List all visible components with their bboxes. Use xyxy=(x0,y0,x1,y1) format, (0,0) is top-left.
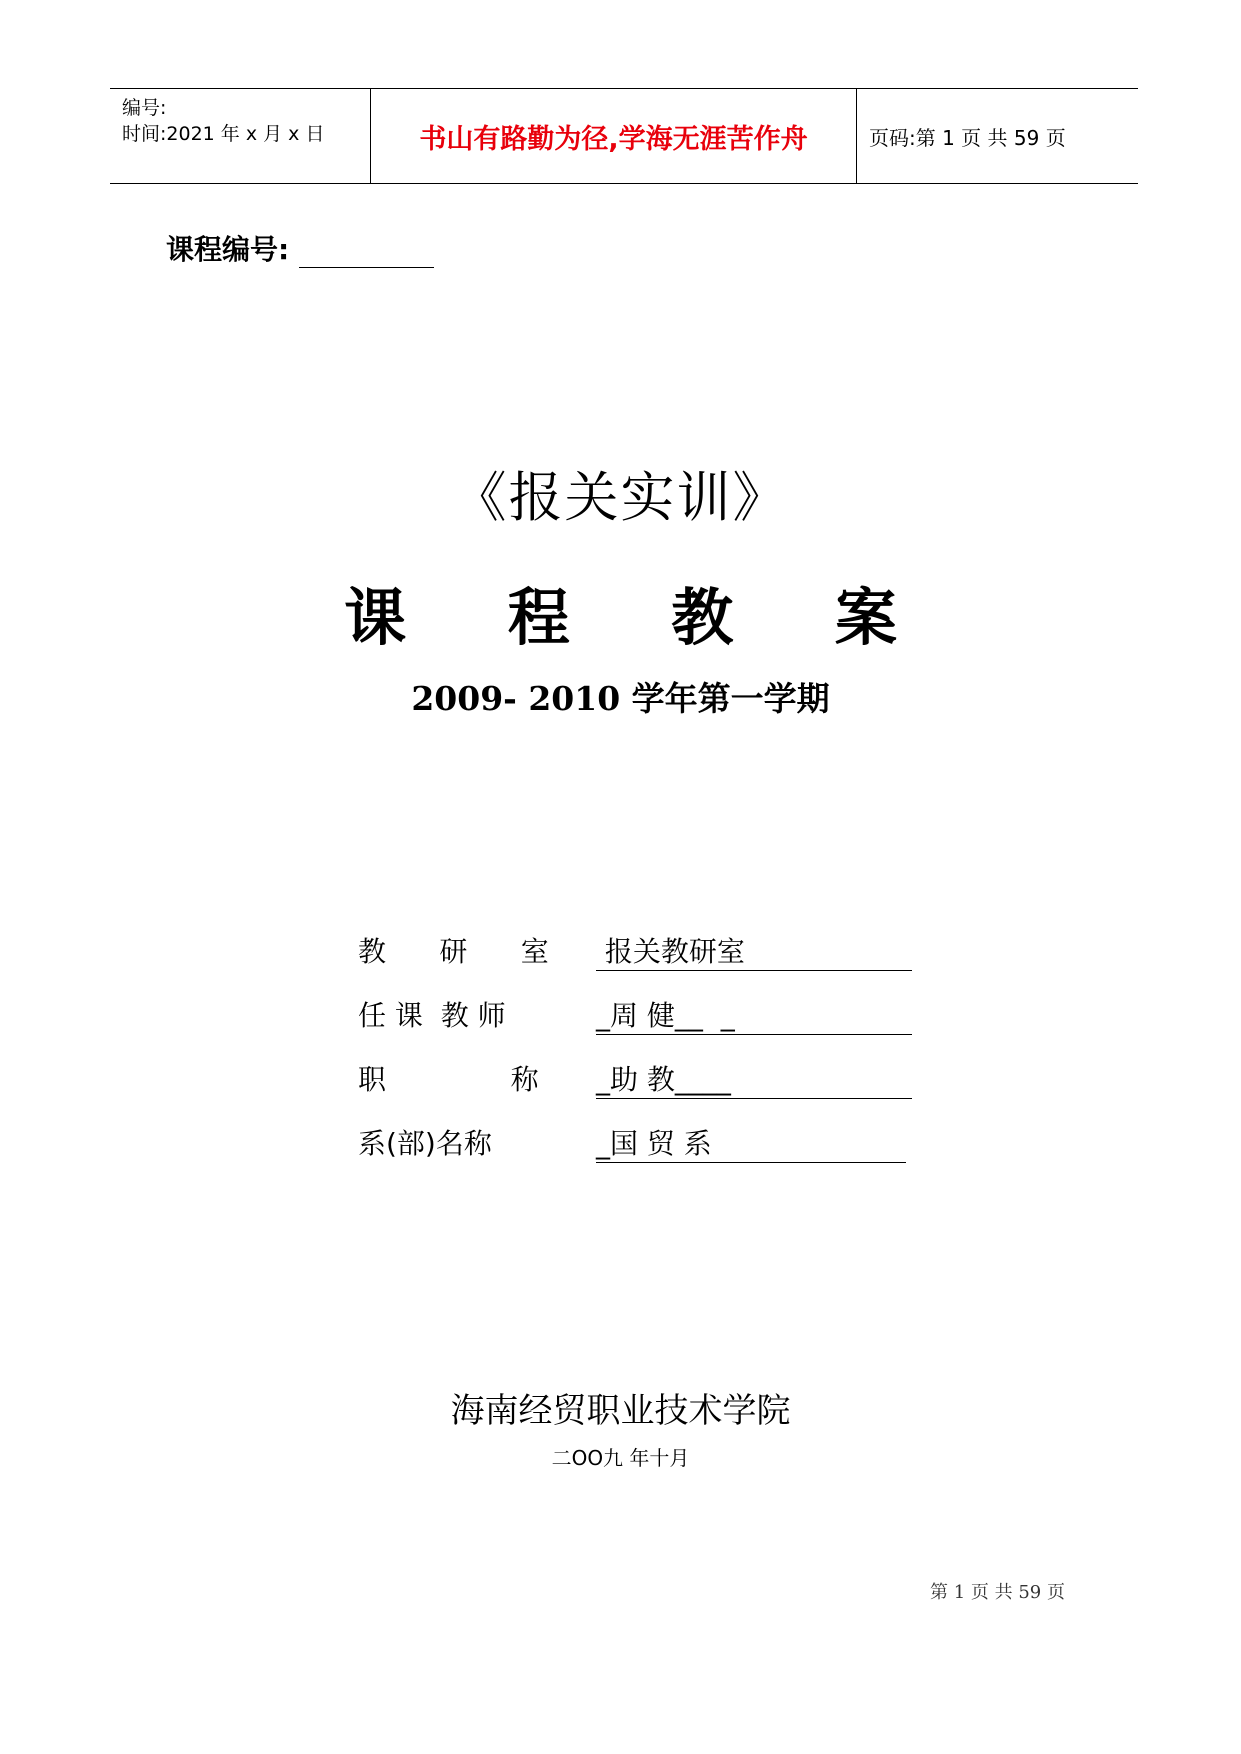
header-meta-cell xyxy=(110,89,371,183)
header-table xyxy=(110,88,1138,184)
school-name: 海南经贸职业技术学院 xyxy=(450,1391,791,1431)
info-value: _国 贸 系 xyxy=(596,1122,906,1163)
course-number xyxy=(166,228,434,268)
page-footer: 第 1 页 共 59 页 xyxy=(930,1582,1065,1603)
info-value: _周 健__ _ xyxy=(596,994,912,1035)
term-text: 2009- 2010 学年第一学期 xyxy=(411,679,830,718)
header-motto-cell xyxy=(371,89,857,183)
header-page-cell xyxy=(857,89,1138,183)
info-label: 职 称 xyxy=(358,1063,539,1096)
motto-text: 书山有路勤为径,学海无涯苦作舟 xyxy=(419,123,808,155)
document-date: 二OO九 年十月 xyxy=(551,1446,690,1470)
time-label: 时间:2021 年 x 月 x 日 xyxy=(122,123,325,145)
document-subtitle: 课 程 教 案 xyxy=(344,581,937,654)
info-value: 报关教研室 xyxy=(596,930,912,971)
document-title: 《报关实训》 xyxy=(452,466,789,529)
info-label: 教 研 室 xyxy=(358,935,549,968)
course-number-label: 课程编号: xyxy=(166,233,290,266)
info-value: _助 教____ xyxy=(596,1058,912,1099)
page-info: 页码:第 1 页 共 59 页 xyxy=(869,125,1066,150)
course-number-blank xyxy=(299,237,434,268)
info-label: 系(部)名称 xyxy=(358,1127,492,1160)
info-label: 任 课 教 师 xyxy=(358,999,506,1032)
number-label: 编号: xyxy=(122,97,167,119)
